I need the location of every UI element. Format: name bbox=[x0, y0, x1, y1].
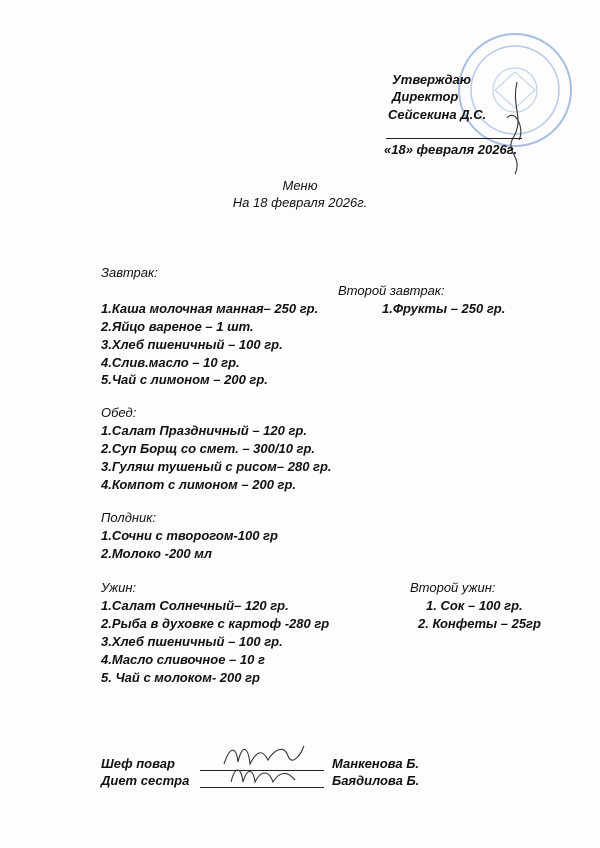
approval-position: Директор bbox=[392, 89, 459, 104]
lunch-title: Обед: bbox=[101, 405, 137, 420]
second-dinner-item: 2. Конфеты – 25гр bbox=[418, 616, 541, 631]
nurse-name: Баядилова Б. bbox=[332, 773, 420, 788]
dinner-item: 3.Хлеб пшеничный – 100 гр. bbox=[101, 634, 283, 649]
breakfast-item: 1.Каша молочная манная– 250 гр. bbox=[101, 301, 319, 316]
nurse-signature-icon bbox=[225, 760, 305, 790]
director-signature-icon bbox=[495, 78, 535, 178]
breakfast-item: 2.Яйцо вареное – 1 шт. bbox=[101, 319, 254, 334]
nurse-role: Диет сестра bbox=[101, 773, 190, 788]
breakfast-item: 5.Чай с лимоном – 200 гр. bbox=[101, 372, 268, 387]
page-title: Меню bbox=[282, 178, 318, 193]
breakfast-title: Завтрак: bbox=[101, 265, 158, 280]
dinner-item: 1.Салат Солнечный– 120 гр. bbox=[101, 598, 289, 613]
approval-approve: Утверждаю bbox=[392, 72, 471, 87]
second-dinner-title: Второй ужин: bbox=[410, 580, 496, 595]
snack-title: Полдник: bbox=[101, 510, 157, 525]
dinner-title: Ужин: bbox=[101, 580, 137, 595]
dinner-item: 4.Масло сливочное – 10 г bbox=[101, 652, 265, 667]
lunch-item: 3.Гуляш тушеный с рисом– 280 гр. bbox=[101, 459, 332, 474]
snack-item: 2.Молоко -200 мл bbox=[101, 546, 212, 561]
approval-date: «18» февраля 2026г. bbox=[384, 142, 518, 157]
page-date: На 18 февраля 2026г. bbox=[232, 195, 368, 210]
second-breakfast-item: 1.Фрукты – 250 гр. bbox=[382, 301, 506, 316]
second-dinner-item: 1. Сок – 100 гр. bbox=[426, 598, 523, 613]
lunch-item: 4.Компот с лимоном – 200 гр. bbox=[101, 477, 297, 492]
chef-role: Шеф повар bbox=[101, 756, 175, 771]
dinner-item: 5. Чай с молоком- 200 гр bbox=[101, 670, 260, 685]
breakfast-item: 3.Хлеб пшеничный – 100 гр. bbox=[101, 337, 283, 352]
chef-name: Манкенова Б. bbox=[332, 756, 420, 771]
snack-item: 1.Сочни с творогом-100 гр bbox=[101, 528, 278, 543]
approval-name: Сейсекина Д.С. bbox=[388, 107, 487, 122]
dinner-item: 2.Рыба в духовке с картоф -280 гр bbox=[101, 616, 330, 631]
breakfast-item: 4.Слив.масло – 10 гр. bbox=[101, 355, 240, 370]
second-breakfast-title: Второй завтрак: bbox=[338, 283, 445, 298]
lunch-item: 1.Салат Праздничный – 120 гр. bbox=[101, 423, 307, 438]
approval-signature-line bbox=[386, 138, 522, 139]
lunch-item: 2.Суп Борщ со смет. – 300/10 гр. bbox=[101, 441, 316, 456]
